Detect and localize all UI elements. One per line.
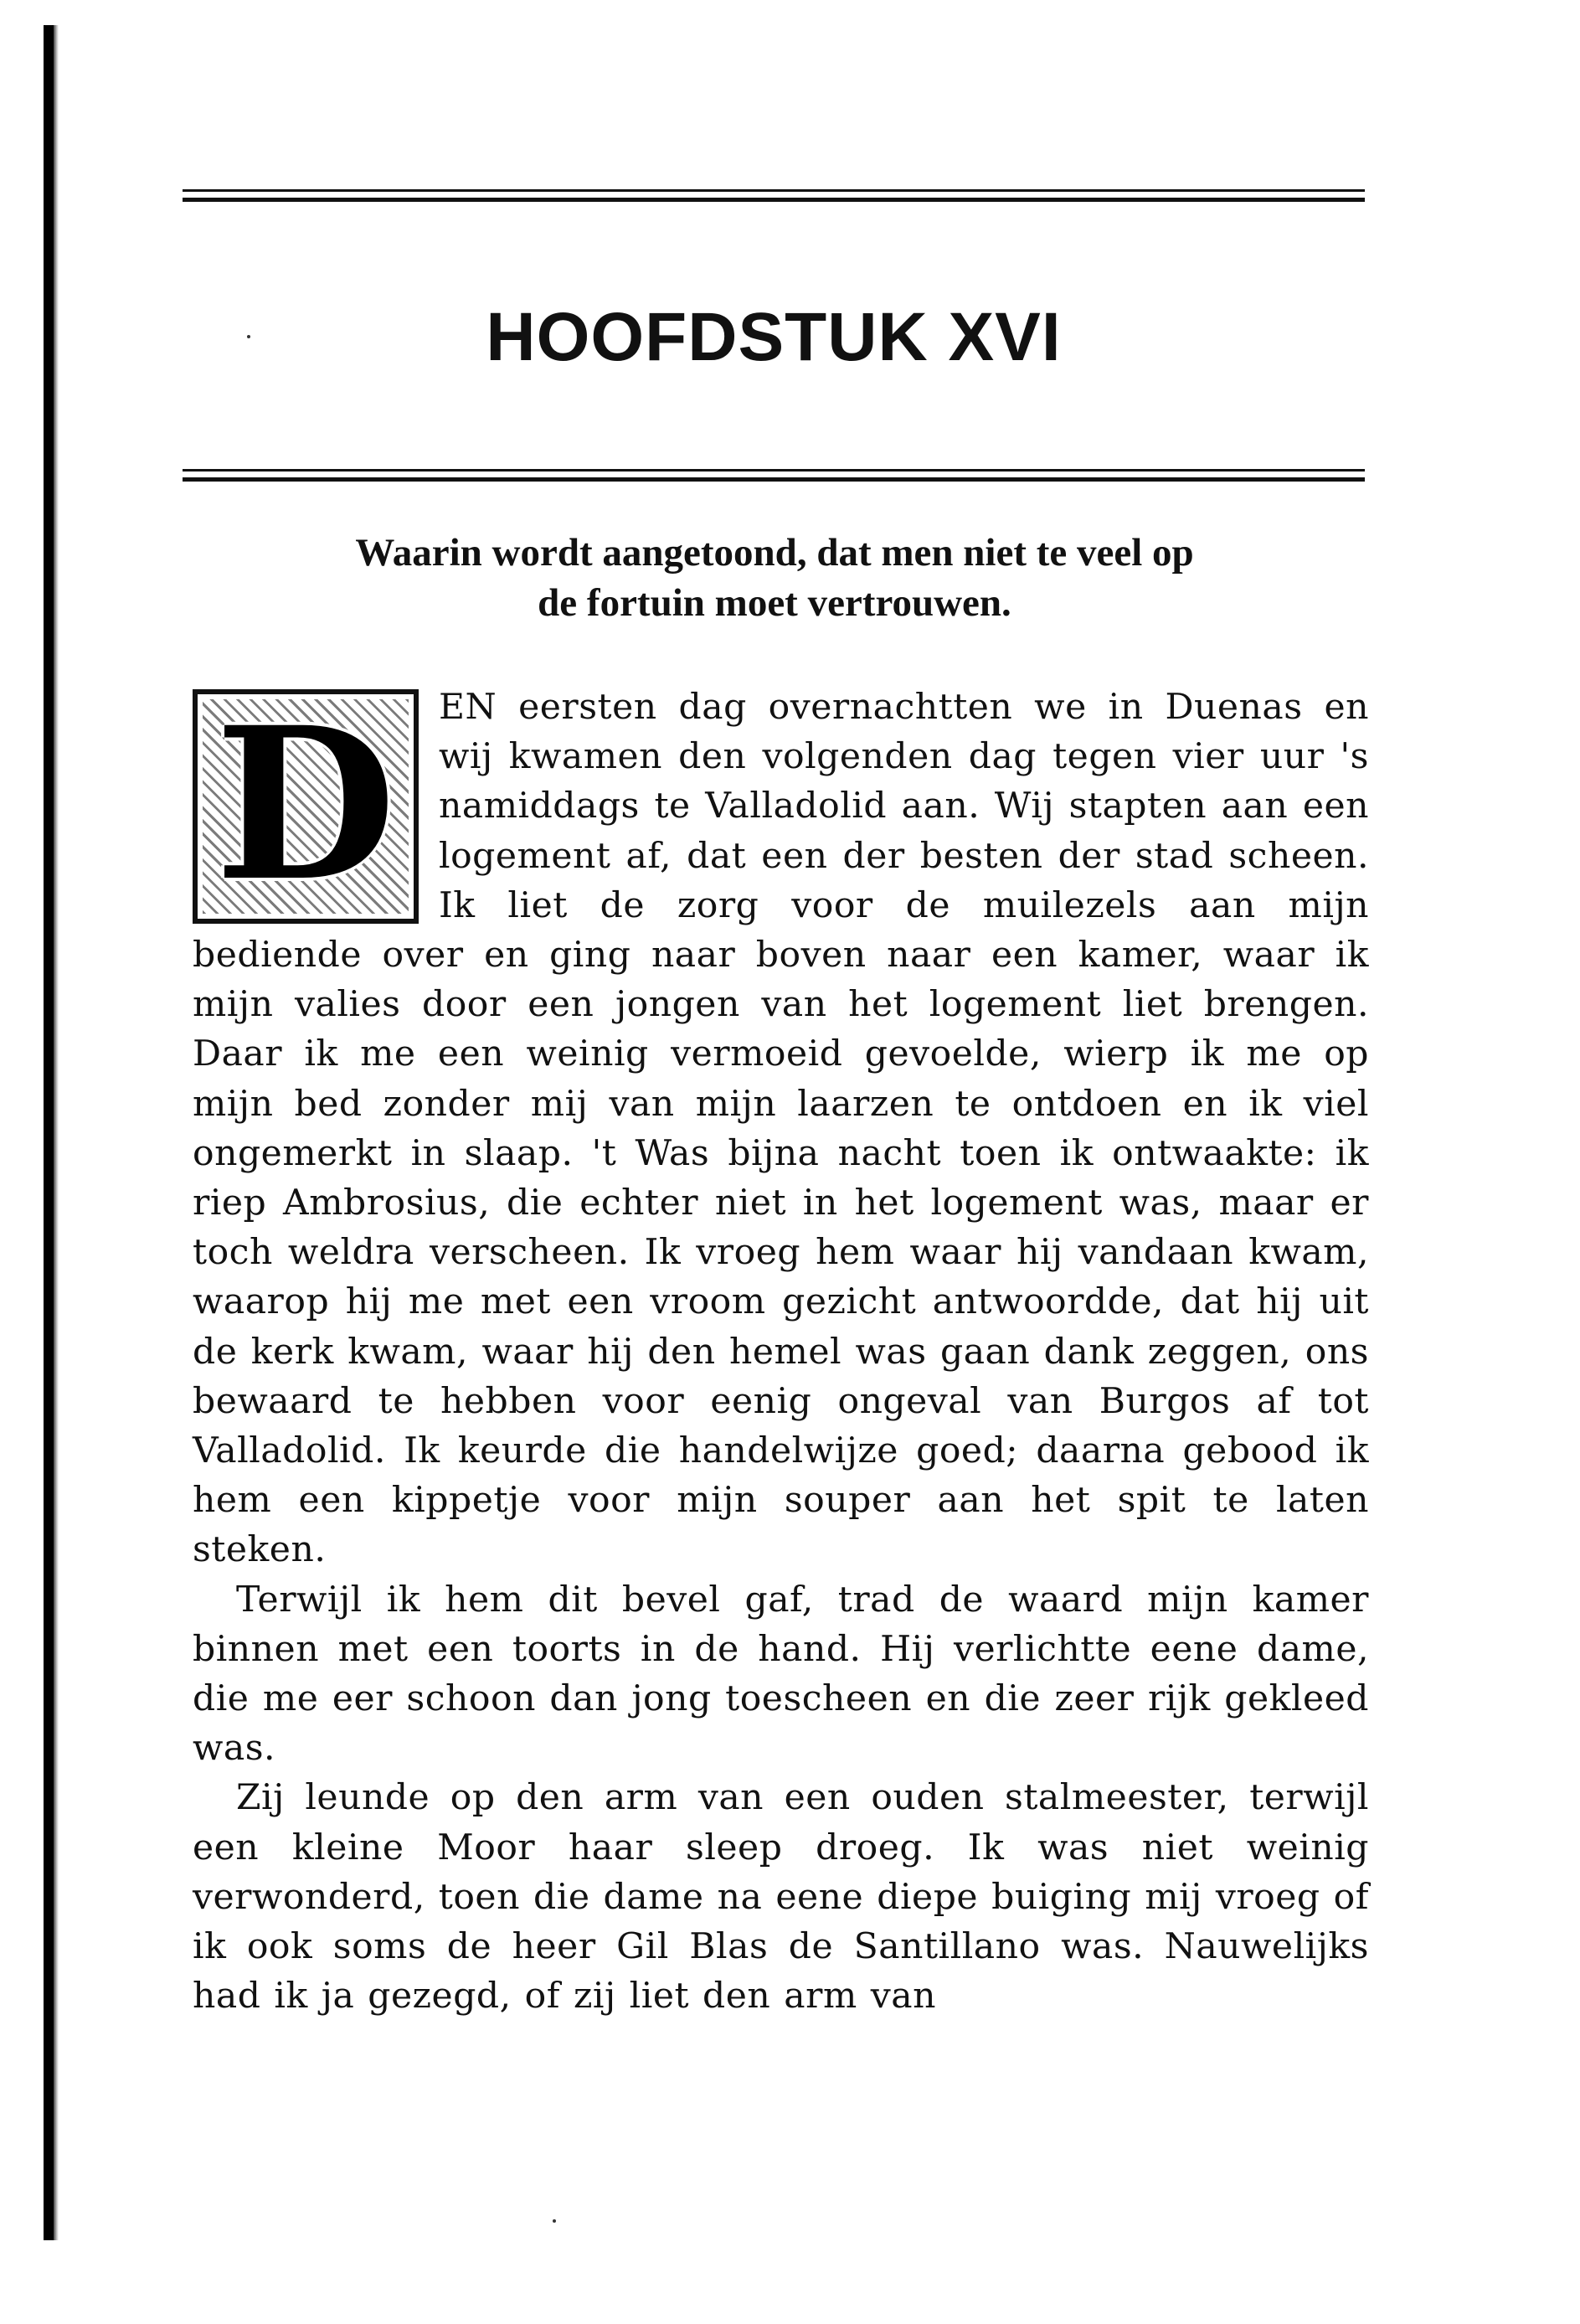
body-paragraph: Zij leunde op den arm van een ouden stalmeester, terwijl een kleine Moor haar sleep droeg. Ik was niet weinig verwonderd, toen die dame na eene diepe buiging mij vroeg of ik ook soms de heer Gil Blas de Santillano was. Nauwelijks had ik ja gezegd, of zij liet den arm van [193,1777,1369,2017]
bottom-double-rule [183,469,1365,482]
chapter-body [193,683,1369,2021]
page-binding-shadow [54,25,59,2240]
rule-line [183,477,1365,482]
margin-speck [553,2219,556,2223]
top-double-rule [183,189,1365,202]
chapter-subtitle-line: Waarin wordt aangetoond, dat men niet te veel op [355,531,1194,575]
body-paragraph: Terwijl ik hem dit bevel gaf, trad de waard mijn kamer binnen met een toorts in de hand. Hij verlichtte eene dame, die me eer schoon dan jong toescheen en die zeer rijk gekleed was. [193,1579,1369,1770]
rule-line [183,198,1365,202]
margin-speck [247,335,250,338]
chapter-title: HOOFDSTUK XVI [486,299,1062,375]
dropcap-ornament [193,681,419,927]
page-binding-edge [44,25,54,2240]
chapter-subtitle [193,528,1356,628]
body-paragraph: EN eersten dag overnachtten we in Duenas en wij kwamen den volgenden dag tegen vier uur 's namiddags te Valladolid aan. Wij stapten aan een logement af, dat een der besten der stad scheen. Ik liet de zorg voor de muilezels aan mijn bediende over en ging naar boven naar een kamer, waar ik mijn valies door een jongen van het logement liet brengen. Daar ik me een weinig vermoeid gevoelde, wierp ik me op mijn bed zonder mij van mijn laarzen te ontdoen en ik viel ongemerkt in slaap. 't Was bijna nacht toen ik ontwaakte: ik riep Ambrosius, die echter niet in het logement was, maar er toch weldra verscheen. Ik vroeg hem waar hij vandaan kwam, waarop hij me met een vroom gezicht antwoordde, dat hij uit de kerk kwam, waar hij den hemel was gaan dank zeggen, ons bewaard te hebben voor eenig ongeval van Burgos af tot Valladolid. Ik keurde die handelwijze goed; daarna gebood ik hem een kippetje voor mijn souper aan het spit te laten steken. [193,687,1369,1571]
chapter-subtitle-line: de fortuin moet vertrouwen. [538,581,1011,625]
dropcap-letter: D [214,681,397,927]
